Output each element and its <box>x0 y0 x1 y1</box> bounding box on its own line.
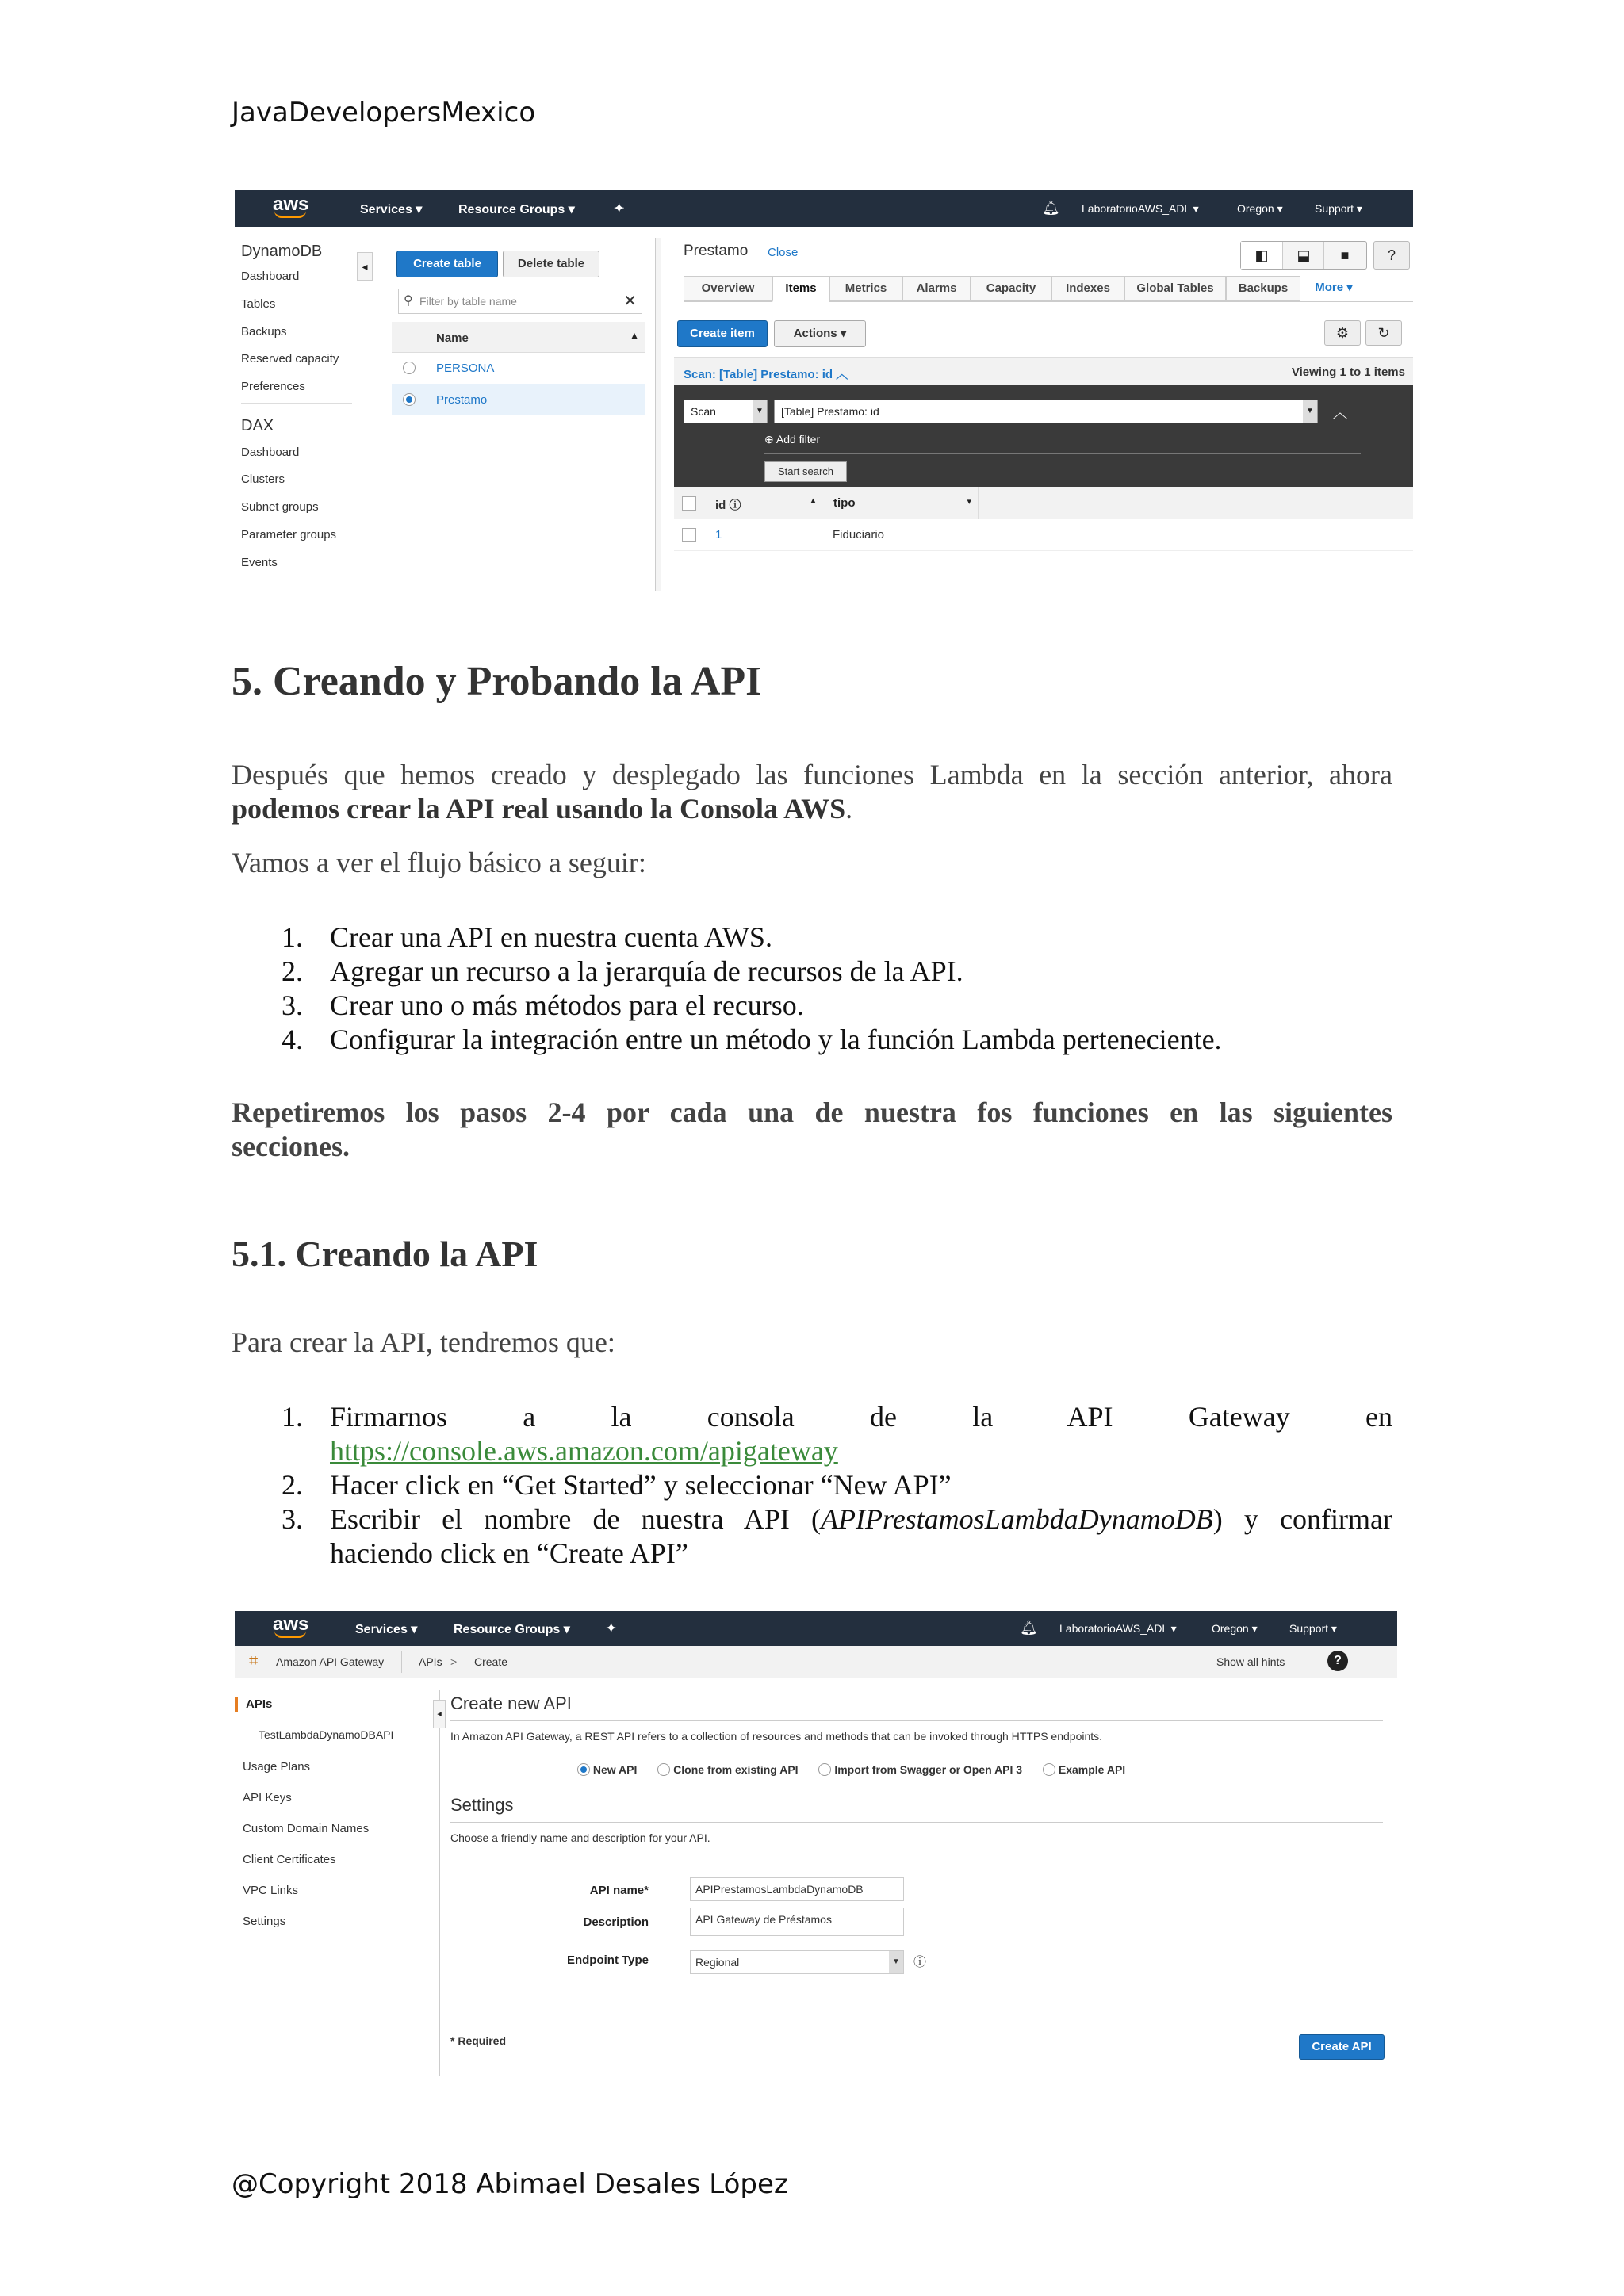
table-name[interactable]: PERSONA <box>436 362 495 375</box>
repeat-note-line1: Repetiremos los pasos 2-4 por cada una de nuestra fos funciones en las siguientes <box>232 1096 1392 1128</box>
page-header: JavaDevelopersMexico <box>232 97 536 128</box>
aws-logo[interactable]: aws <box>273 193 309 215</box>
support-menu[interactable]: Support ▾ <box>1315 202 1362 215</box>
step-3-line1: Escribir el nombre de nuestra API (APIPrestamosLambdaDynamoDB) y confirmar <box>330 1503 1392 1535</box>
sidebar-divider <box>241 403 352 404</box>
dynamodb-screenshot <box>235 190 1413 591</box>
create-api-button[interactable]: Create API <box>1299 2034 1385 2060</box>
sidebar-item-vpc-links[interactable]: VPC Links <box>243 1884 299 1897</box>
add-filter-link[interactable]: ⊕ Add filter <box>764 433 821 446</box>
table-row-radio[interactable] <box>403 393 416 406</box>
panel-splitter[interactable] <box>655 238 661 591</box>
option-new-api[interactable]: New API <box>577 1763 637 1776</box>
step-1-line1: Firmarnos a la consola de la API Gateway en <box>330 1401 1392 1433</box>
breadcrumb-divider <box>401 1651 402 1673</box>
api-name-label: API name* <box>589 1884 649 1897</box>
table-filter-input[interactable]: Filter by table name <box>419 295 517 308</box>
sidebar-item-reserved-capacity[interactable]: Reserved capacity <box>241 352 339 365</box>
sidebar-item-clusters[interactable]: Clusters <box>241 473 285 486</box>
breadcrumb-apis[interactable]: APIs <box>419 1655 442 1668</box>
clear-filter-icon[interactable]: ✕ <box>623 293 637 310</box>
bottom-view-icon[interactable]: ⬓ <box>1282 242 1324 269</box>
sidebar-border <box>439 1690 440 2076</box>
sidebar-item-parameter-groups[interactable]: Parameter groups <box>241 528 337 541</box>
scan-summary-bar <box>674 357 1413 386</box>
sidebar-section-dynamodb: DynamoDB <box>241 243 323 260</box>
start-search-button[interactable]: Start search <box>764 461 847 482</box>
pin-icon[interactable]: ✦ <box>606 1622 617 1636</box>
table-filter-box[interactable] <box>398 289 642 314</box>
select-all-checkbox[interactable] <box>682 496 696 511</box>
collapse-sidebar-handle[interactable]: ◂ <box>433 1700 446 1728</box>
show-hints-button[interactable]: Show all hints <box>1216 1655 1285 1668</box>
step-number: 2. <box>282 1469 303 1501</box>
tab-backups[interactable]: Backups <box>1226 276 1300 301</box>
section-51-title: 5.1. Creando la API <box>232 1234 538 1274</box>
page-footer: @Copyright 2018 Abimael Desales López <box>232 2168 788 2200</box>
sidebar-item-custom-domains[interactable]: Custom Domain Names <box>243 1822 370 1835</box>
detail-tabs <box>684 276 1413 302</box>
step-2: Agregar un recurso a la jerarquía de recursos de la API. <box>330 955 963 987</box>
breadcrumb <box>235 1646 1397 1678</box>
services-menu[interactable]: Services ▾ <box>360 203 423 216</box>
aws-logo-smile <box>274 211 306 218</box>
sidebar-item-settings[interactable]: Settings <box>243 1915 286 1928</box>
description-label: Description <box>583 1915 649 1929</box>
actions-button[interactable]: Actions ▾ <box>774 320 866 347</box>
scan-target-select[interactable]: [Table] Prestamo: id ▼ <box>774 400 1318 423</box>
id-column-header[interactable]: id ⓘ <box>715 499 741 512</box>
step-number: 4. <box>282 1024 303 1055</box>
info-icon: ⓘ <box>729 499 741 512</box>
info-icon[interactable]: ⓘ <box>914 1956 927 1969</box>
viewing-count: Viewing 1 to 1 items <box>1291 365 1405 379</box>
services-menu[interactable]: Services ▾ <box>355 1623 418 1636</box>
required-note: * Required <box>450 2034 507 2047</box>
sidebar-item-subnet-groups[interactable]: Subnet groups <box>241 500 319 514</box>
create-api-description: In Amazon API Gateway, a REST API refers to a collection of resources and methods that can be invoked through HTTPS endpoints. <box>450 1730 1103 1743</box>
sidebar-item-client-certificates[interactable]: Client Certificates <box>243 1853 336 1866</box>
step-3: Crear uno o más métodos para el recurso. <box>330 989 804 1021</box>
sidebar-item-tables[interactable]: Tables <box>241 297 276 311</box>
step-2: Hacer click en “Get Started” y seleccionar “New API” <box>330 1469 952 1501</box>
create-api-title: Create new API <box>450 1693 572 1713</box>
sidebar-item-apis[interactable]: APIs <box>246 1697 273 1711</box>
help-icon[interactable]: ? <box>1327 1651 1348 1671</box>
apigateway-link[interactable]: https://console.aws.amazon.com/apigateway <box>330 1435 838 1467</box>
endpoint-type-select[interactable]: Regional ▼ <box>690 1950 904 1974</box>
tab-overview[interactable]: Overview <box>684 276 772 301</box>
scan-type-select[interactable]: Scan ▼ <box>684 400 768 423</box>
sidebar-item-events[interactable]: Events <box>241 556 278 569</box>
bell-icon[interactable]: 🔔︎ <box>1020 1620 1038 1636</box>
option-example-api[interactable]: Example API <box>1043 1763 1125 1776</box>
scan-panel <box>674 385 1413 487</box>
tab-more[interactable]: More ▾ <box>1315 281 1353 294</box>
tab-global-tables[interactable]: Global Tables <box>1124 276 1226 301</box>
settings-heading: Settings <box>450 1795 514 1815</box>
api-gateway-screenshot <box>235 1611 1397 2076</box>
sidebar-item-preferences[interactable]: Preferences <box>241 380 305 393</box>
option-clone-api[interactable]: Clone from existing API <box>657 1763 798 1776</box>
split-view-icon[interactable]: ◧ <box>1241 242 1282 269</box>
section-5-title: 5. Creando y Probando la API <box>232 659 762 704</box>
step-number: 1. <box>282 1401 303 1433</box>
tipo-column-header[interactable]: tipo ▾ <box>822 487 979 519</box>
option-import-swagger[interactable]: Import from Swagger or Open API 3 <box>818 1763 1022 1776</box>
api-name-input[interactable]: APIPrestamosLambdaDynamoDB <box>690 1877 904 1901</box>
step-number: 3. <box>282 989 303 1021</box>
breadcrumb-service[interactable]: Amazon API Gateway <box>276 1655 385 1668</box>
step-1: Crear una API en nuestra cuenta AWS. <box>330 921 772 953</box>
sidebar-item-dashboard[interactable]: Dashboard <box>241 270 300 283</box>
tab-items[interactable]: Items <box>772 276 829 302</box>
resource-groups-menu[interactable]: Resource Groups ▾ <box>454 1623 570 1636</box>
collapse-sidebar-handle[interactable]: ◂ <box>357 252 373 281</box>
support-menu[interactable]: Support ▾ <box>1289 1622 1337 1635</box>
table-row-radio[interactable] <box>403 362 416 374</box>
row-checkbox[interactable] <box>682 528 696 542</box>
step-number: 3. <box>282 1503 303 1535</box>
sidebar-item-backups[interactable]: Backups <box>241 325 287 339</box>
search-icon: ⚲ <box>404 294 413 308</box>
sidebar-item-api-keys[interactable]: API Keys <box>243 1791 292 1804</box>
scan-summary-label[interactable]: Scan: [Table] Prestamo: id ︿ <box>684 368 848 381</box>
sidebar-section-dax: DAX <box>241 417 274 434</box>
breadcrumb-create: Create <box>474 1655 508 1668</box>
items-table-row[interactable] <box>674 519 1413 551</box>
table-row-persona[interactable] <box>392 352 645 385</box>
aws-logo-smile <box>274 1631 306 1638</box>
region-menu[interactable]: Oregon ▾ <box>1237 202 1283 215</box>
table-list-header <box>392 322 645 353</box>
section-5-intro-line2: podemos crear la API real usando la Consola AWS. <box>232 793 853 825</box>
create-table-button[interactable]: Create table <box>396 251 498 277</box>
title-divider <box>450 1720 1383 1721</box>
section-51-intro: Para crear la API, tendremos que: <box>232 1326 615 1358</box>
api-type-options <box>577 1763 1125 1777</box>
name-column-header[interactable]: Name <box>436 331 469 345</box>
section-5-flow: Vamos a ver el flujo básico a seguir: <box>232 847 646 878</box>
aws-top-bar <box>235 190 1413 227</box>
tab-metrics[interactable]: Metrics <box>829 276 902 301</box>
tab-alarms[interactable]: Alarms <box>902 276 971 301</box>
delete-table-button[interactable]: Delete table <box>503 251 599 277</box>
settings-divider <box>450 1822 1383 1823</box>
aws-logo[interactable]: aws <box>273 1613 309 1635</box>
help-icon[interactable]: ? <box>1373 241 1410 270</box>
refresh-icon[interactable]: ↻ <box>1365 320 1402 346</box>
aws-top-bar <box>235 1611 1397 1646</box>
settings-description: Choose a friendly name and description for your API. <box>450 1831 710 1844</box>
pin-icon[interactable]: ✦ <box>614 202 625 216</box>
resource-groups-menu[interactable]: Resource Groups ▾ <box>458 203 575 216</box>
sidebar-item-dax-dashboard[interactable]: Dashboard <box>241 446 300 459</box>
item-id[interactable]: 1 <box>715 528 722 541</box>
sort-icon[interactable]: ▲ <box>809 496 818 506</box>
tab-indexes[interactable]: Indexes <box>1051 276 1124 301</box>
item-tipo: Fiduciario <box>833 528 885 541</box>
table-name[interactable]: Prestamo <box>436 393 488 407</box>
view-toggle-group <box>1240 241 1367 270</box>
scan-filter-divider <box>764 453 1361 454</box>
sort-icon[interactable]: ▲ <box>630 330 639 341</box>
account-menu[interactable]: LaboratorioAWS_ADL ▾ <box>1082 202 1199 215</box>
collapse-scan-icon[interactable]: ︿ <box>1332 404 1348 422</box>
repeat-note-line2: secciones. <box>232 1131 350 1162</box>
dynamodb-sidebar <box>235 227 381 591</box>
api-gateway-icon: ⌗ <box>249 1652 259 1670</box>
sidebar-item-usage-plans[interactable]: Usage Plans <box>243 1760 311 1774</box>
api-sidebar-active-marker <box>235 1697 238 1712</box>
sidebar-api-item[interactable]: TestLambdaDynamoDBAPI <box>259 1728 394 1741</box>
create-item-button[interactable]: Create item <box>677 320 768 347</box>
step-4: Configurar la integración entre un método y la función Lambda perteneciente. <box>330 1024 1222 1055</box>
description-input[interactable]: API Gateway de Préstamos <box>690 1908 904 1936</box>
step-3-line2: haciendo click en “Create API” <box>330 1537 688 1569</box>
chevron-down-icon: ▼ <box>889 1951 903 1973</box>
table-row-prestamo[interactable] <box>392 384 645 415</box>
region-menu[interactable]: Oregon ▾ <box>1212 1622 1258 1635</box>
endpoint-type-label: Endpoint Type <box>566 1954 649 1967</box>
detail-title: Prestamo <box>684 243 749 259</box>
section-5-intro-line1: Después que hemos creado y desplegado las funciones Lambda en la sección anterior, ahora <box>232 759 1392 790</box>
full-view-icon[interactable]: ■ <box>1323 242 1365 269</box>
tab-capacity[interactable]: Capacity <box>971 276 1051 301</box>
breadcrumb-separator: > <box>450 1655 458 1668</box>
step-number: 1. <box>282 921 303 953</box>
items-table-header <box>674 487 1413 519</box>
bell-icon[interactable]: 🔔︎ <box>1042 200 1060 216</box>
close-link[interactable]: Close <box>768 246 799 259</box>
account-menu[interactable]: LaboratorioAWS_ADL ▾ <box>1059 1622 1177 1635</box>
settings-gear-icon[interactable]: ⚙ <box>1324 320 1361 346</box>
step-number: 2. <box>282 955 303 987</box>
